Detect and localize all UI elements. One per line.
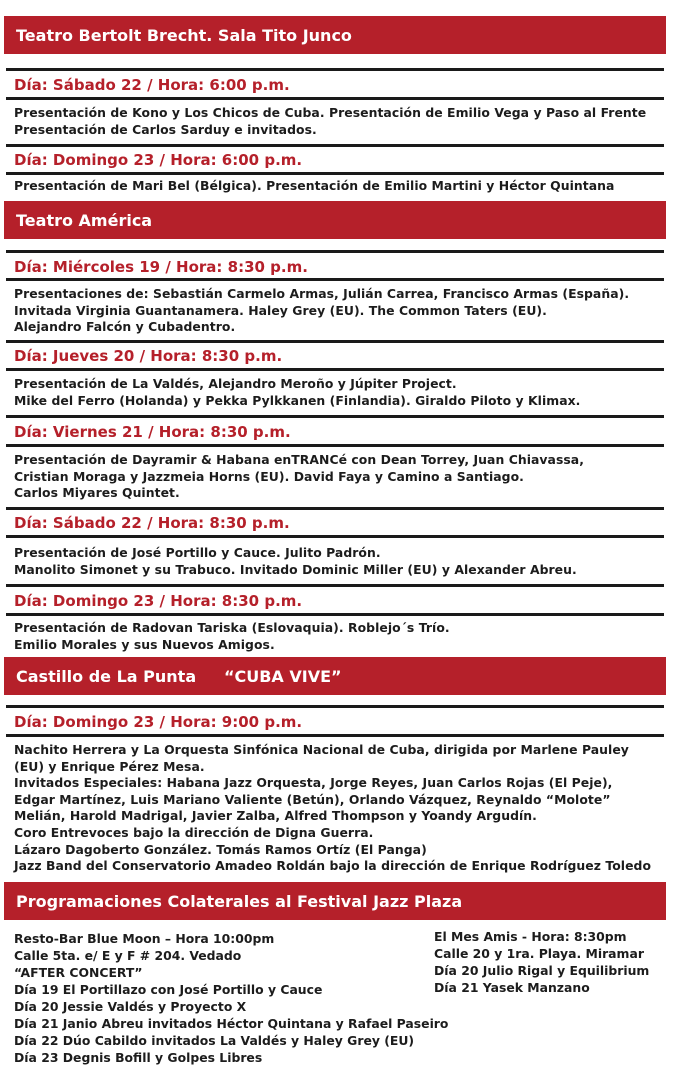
event-description — [14, 620, 450, 653]
divider — [6, 68, 664, 71]
event-line: Invitados Especiales: Habana Jazz Orquesta, Jorge Reyes, Juan Carlos Rojas (El Peje), — [14, 775, 613, 791]
collateral-line: “AFTER CONCERT” — [14, 965, 143, 980]
divider — [6, 340, 664, 343]
collateral-line: Día 22 Dúo Cabildo invitados La Valdés y Haley Grey (EU) — [14, 1033, 415, 1048]
event-line: Presentación de José Portillo y Cauce. Julito Padrón. — [14, 545, 381, 560]
event-day-time: Día: Sábado 22 / Hora: 6:00 p.m. — [14, 76, 290, 94]
divider — [6, 584, 664, 587]
divider — [6, 535, 664, 538]
event-line: Edgar Martínez, Luis Mariano Valiente (Betún), Orlando Vázquez, Reynaldo “Molote” — [14, 791, 611, 807]
event-day-time: Día: Jueves 20 / Hora: 8:30 p.m. — [14, 347, 283, 365]
section-header-castillo: Castillo de La Punta “CUBA VIVE” — [4, 657, 666, 695]
event-line: Presentación de Carlos Sarduy e invitados. — [14, 121, 317, 137]
collateral-line: Día 20 Jessie Valdés y Proyecto X — [14, 999, 247, 1014]
collateral-line: Día 20 Julio Rigal y Equilibrium — [434, 963, 650, 978]
collateral-line: Día 23 Degnis Bofill y Golpes Libres — [14, 1050, 263, 1065]
divider — [6, 172, 664, 175]
event-line: Carlos Miyares Quintet. — [14, 485, 180, 501]
collateral-line: Resto-Bar Blue Moon – Hora 10:00pm — [14, 931, 275, 946]
divider — [6, 278, 664, 281]
divider — [6, 734, 664, 737]
collateral-right-column — [434, 928, 649, 996]
event-line: Manolito Simonet y su Trabuco. Invitado Dominic Miller (EU) y Alexander Abreu. — [14, 561, 577, 577]
divider — [6, 144, 664, 147]
event-description — [14, 742, 651, 875]
collateral-line: Calle 5ta. e/ E y F # 204. Vedado — [14, 948, 242, 963]
divider — [6, 415, 664, 418]
event-line: (EU) y Enrique Pérez Mesa. — [14, 758, 205, 774]
event-line: Alejandro Falcón y Cubadentro. — [14, 319, 236, 335]
divider — [6, 250, 664, 253]
event-line: Invitada Virginia Guantanamera. Haley Grey (EU). The Common Taters (EU). — [14, 302, 547, 318]
divider — [6, 368, 664, 371]
event-day-time: Día: Domingo 23 / Hora: 9:00 p.m. — [14, 713, 303, 731]
event-line: Mike del Ferro (Holanda) y Pekka Pylkkanen (Finlandia). Giraldo Piloto y Klimax. — [14, 392, 581, 408]
event-day-time: Día: Miércoles 19 / Hora: 8:30 p.m. — [14, 258, 308, 276]
event-line: Jazz Band del Conservatorio Amadeo Roldán bajo la dirección de Enrique Rodríguez Toledo — [14, 858, 652, 874]
divider — [6, 507, 664, 510]
collateral-line: Día 21 Yasek Manzano — [434, 980, 590, 995]
event-line: Presentación de Mari Bel (Bélgica). Presentación de Emilio Martini y Héctor Quintana — [14, 178, 615, 193]
collateral-line: El Mes Amis - Hora: 8:30pm — [434, 929, 627, 944]
collateral-line: Día 21 Janio Abreu invitados Héctor Quintana y Rafael Paseiro — [14, 1016, 449, 1031]
collateral-line: Día 19 El Portillazo con José Portillo y Cauce — [14, 982, 323, 997]
event-line: Emilio Morales y sus Nuevos Amigos. — [14, 636, 275, 652]
event-line: Lázaro Dagoberto González. Tomás Ramos Ortíz (El Panga) — [14, 841, 427, 857]
event-line: Melián, Harold Madrigal, Javier Zalba, Alfred Thompson y Yoandy Argudín. — [14, 808, 537, 824]
collateral-left-column — [14, 930, 448, 1066]
event-line: Nachito Herrera y La Orquesta Sinfónica Nacional de Cuba, dirigida por Marlene Pauley — [14, 742, 629, 757]
divider — [6, 444, 664, 447]
event-description — [14, 376, 580, 409]
event-line: Presentación de Kono y Los Chicos de Cuba. Presentación de Emilio Vega y Paso al Frente — [14, 105, 647, 120]
event-line: Presentación de Radovan Tariska (Eslovaquia). Roblejo´s Trío. — [14, 620, 450, 635]
event-description — [14, 105, 646, 138]
section-header-america: Teatro América — [4, 201, 666, 239]
divider — [6, 613, 664, 616]
divider — [6, 97, 664, 100]
event-line: Presentación de La Valdés, Alejandro Meroño y Júpiter Project. — [14, 376, 457, 391]
event-line: Presentación de Dayramir & Habana enTRANCé con Dean Torrey, Juan Chiavassa, — [14, 452, 584, 467]
event-description — [14, 178, 614, 195]
event-line: Coro Entrevoces bajo la dirección de Digna Guerra. — [14, 824, 374, 840]
event-description — [14, 545, 577, 578]
divider — [6, 705, 664, 708]
event-line: Presentaciones de: Sebastián Carmelo Armas, Julián Carrea, Francisco Armas (España). — [14, 286, 630, 301]
event-description — [14, 286, 629, 336]
event-description — [14, 452, 584, 502]
section-header-brecht: Teatro Bertolt Brecht. Sala Tito Junco — [4, 16, 666, 54]
section-header-colaterales: Programaciones Colaterales al Festival Jazz Plaza — [4, 882, 666, 920]
collateral-line: Calle 20 y 1ra. Playa. Miramar — [434, 946, 644, 961]
event-line: Cristian Moraga y Jazzmeia Horns (EU). David Faya y Camino a Santiago. — [14, 468, 524, 484]
event-day-time: Día: Domingo 23 / Hora: 8:30 p.m. — [14, 592, 303, 610]
event-day-time: Día: Sábado 22 / Hora: 8:30 p.m. — [14, 514, 290, 532]
event-day-time: Día: Viernes 21 / Hora: 8:30 p.m. — [14, 423, 291, 441]
event-day-time: Día: Domingo 23 / Hora: 6:00 p.m. — [14, 151, 303, 169]
